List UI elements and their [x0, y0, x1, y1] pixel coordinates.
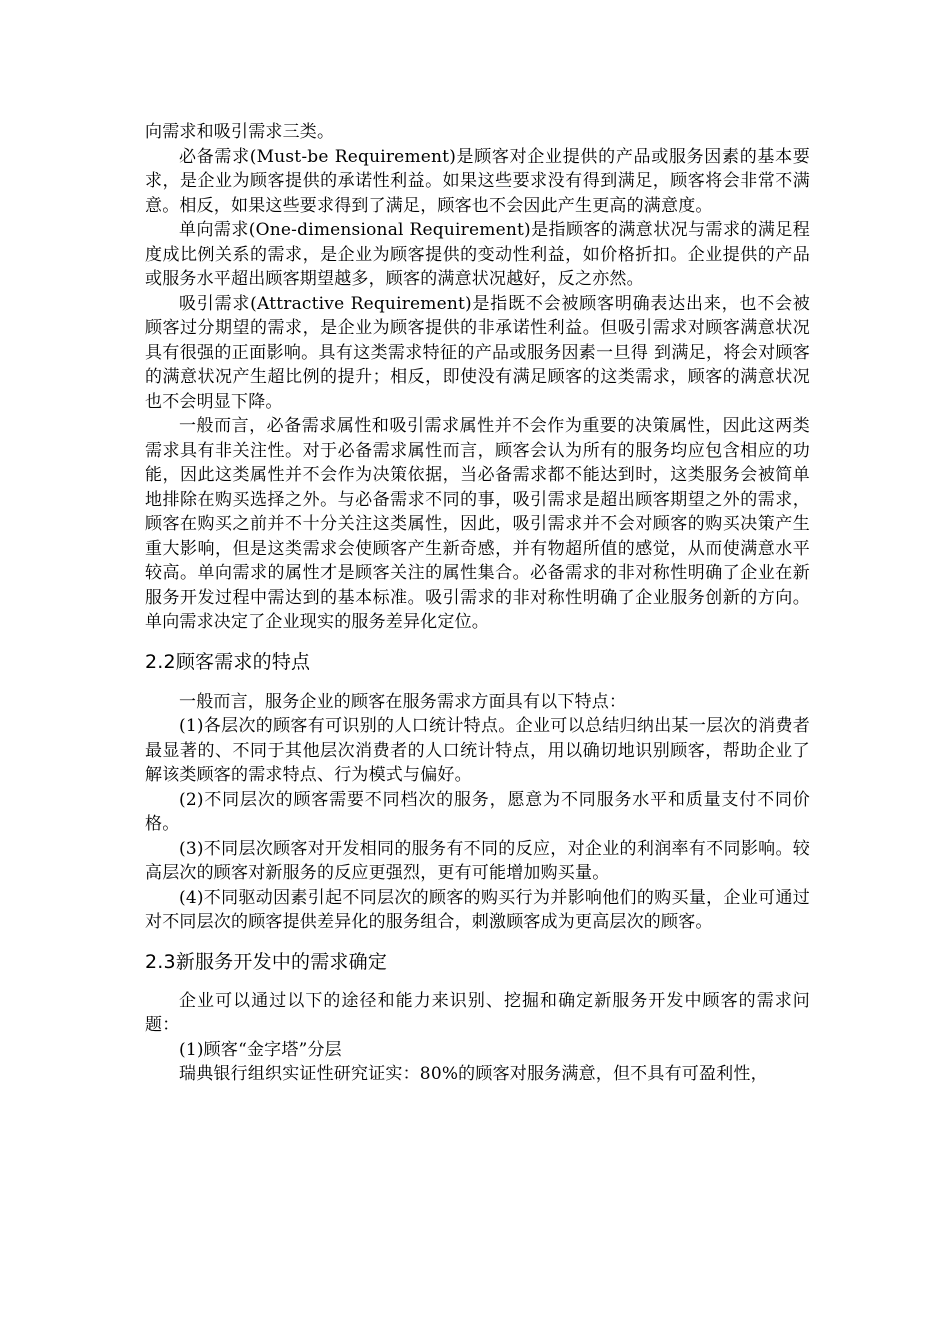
paragraph-must-be-requirement: 必备需求(Must-be Requirement)是顾客对企业提供的产品或服务因素的基本要求，是企业为顾客提供的承诺性利益。如果这些要求没有得到满足，顾客将会非常不满意。相反，如果这些要求得到了满足，顾客也不会因此产生更高的满意度。: [145, 146, 810, 216]
paragraph-pyramid-item: (1)顾客“金字塔”分层: [179, 1039, 342, 1060]
paragraph-characteristic-2: (2)不同层次的顾客需要不同档次的服务，愿意为不同服务水平和质量支付不同价格。: [145, 789, 810, 834]
paragraph-characteristic-4: (4)不同驱动因素引起不同层次的顾客的购买行为并影响他们的购买量，企业可通过对不同层次的顾客提供差异化的服务组合，刺激顾客成为更高层次的顾客。: [145, 887, 810, 932]
paragraph-characteristic-3: (3)不同层次顾客对开发相同的服务有不同的反应，对企业的利润率有不同影响。较高层次的顾客对新服务的反应更强烈，更有可能增加购买量。: [145, 838, 810, 883]
paragraph-requirement-intro: 企业可以通过以下的途径和能力来识别、挖掘和确定新服务开发中顾客的需求问题：: [145, 990, 810, 1035]
paragraph-bank-study: 瑞典银行组织实证性研究证实：80%的顾客对服务满意，但不具有可盈利性，: [179, 1064, 768, 1084]
section-heading-2-3: 2.3新服务开发中的需求确定: [145, 950, 388, 973]
paragraph-attention-analysis: 一般而言，必备需求属性和吸引需求属性并不会作为重要的决策属性，因此这两类需求具有非关注性。对于必备需求属性而言，顾客会认为所有的服务均应包含相应的功能，因此这类属性并不会作为决策依据，当必备需求都不能达到时，这类服务会被简单地排除在购买选择之外。与必备需求不同的事，吸引需求是超出顾客期望之外的需求，顾客在购买之前并不十分关注这类属性，因此，吸引需求并不会对顾客的购买决策产生重大影响，但是这类需求会使顾客产生新奇感，并有物超所值的感觉，从而使满意水平较高。单向需求的属性才是顾客关注的属性集合。必备需求的非对称性明确了企业在新服务开发过程中需达到的基本标准。吸引需求的非对称性明确了企业服务创新的方向。单向需求决定了企业现实的服务差异化定位。: [145, 416, 810, 632]
section-heading-2-2: 2.2顾客需求的特点: [145, 650, 311, 673]
paragraph-continuation: 向需求和吸引需求三类。: [145, 122, 335, 142]
document-page: [145, 120, 810, 1087]
paragraph-attractive-requirement: 吸引需求(Attractive Requirement)是指既不会被顾客明确表达出来，也不会被顾客过分期望的需求，是企业为顾客提供的非承诺性利益。但吸引需求对顾客满意状况具有很强的正面影响。具有这类需求特征的产品或服务因素一旦得 到满足，将会对顾客的满意状况产生超比例的提升；相反，即使没有满足顾客的这类需求，顾客的满意状况也不会明显下降。: [145, 293, 810, 412]
paragraph-one-dimensional-requirement: 单向需求(One-dimensional Requirement)是指顾客的满意状况与需求的满足程度成比例关系的需求，是企业为顾客提供的变动性利益，如价格折扣。企业提供的产品或服务水平超出顾客期望越多，顾客的满意状况越好，反之亦然。: [145, 220, 810, 289]
paragraph-characteristics-intro: 一般而言，服务企业的顾客在服务需求方面具有以下特点：: [179, 691, 627, 712]
paragraph-characteristic-1: (1)各层次的顾客有可识别的人口统计特点。企业可以总结归纳出某一层次的消费者最显著的、不同于其他层次消费者的人口统计特点，用以确切地识别顾客，帮助企业了解该类顾客的需求特点、行为模式与偏好。: [145, 716, 810, 785]
